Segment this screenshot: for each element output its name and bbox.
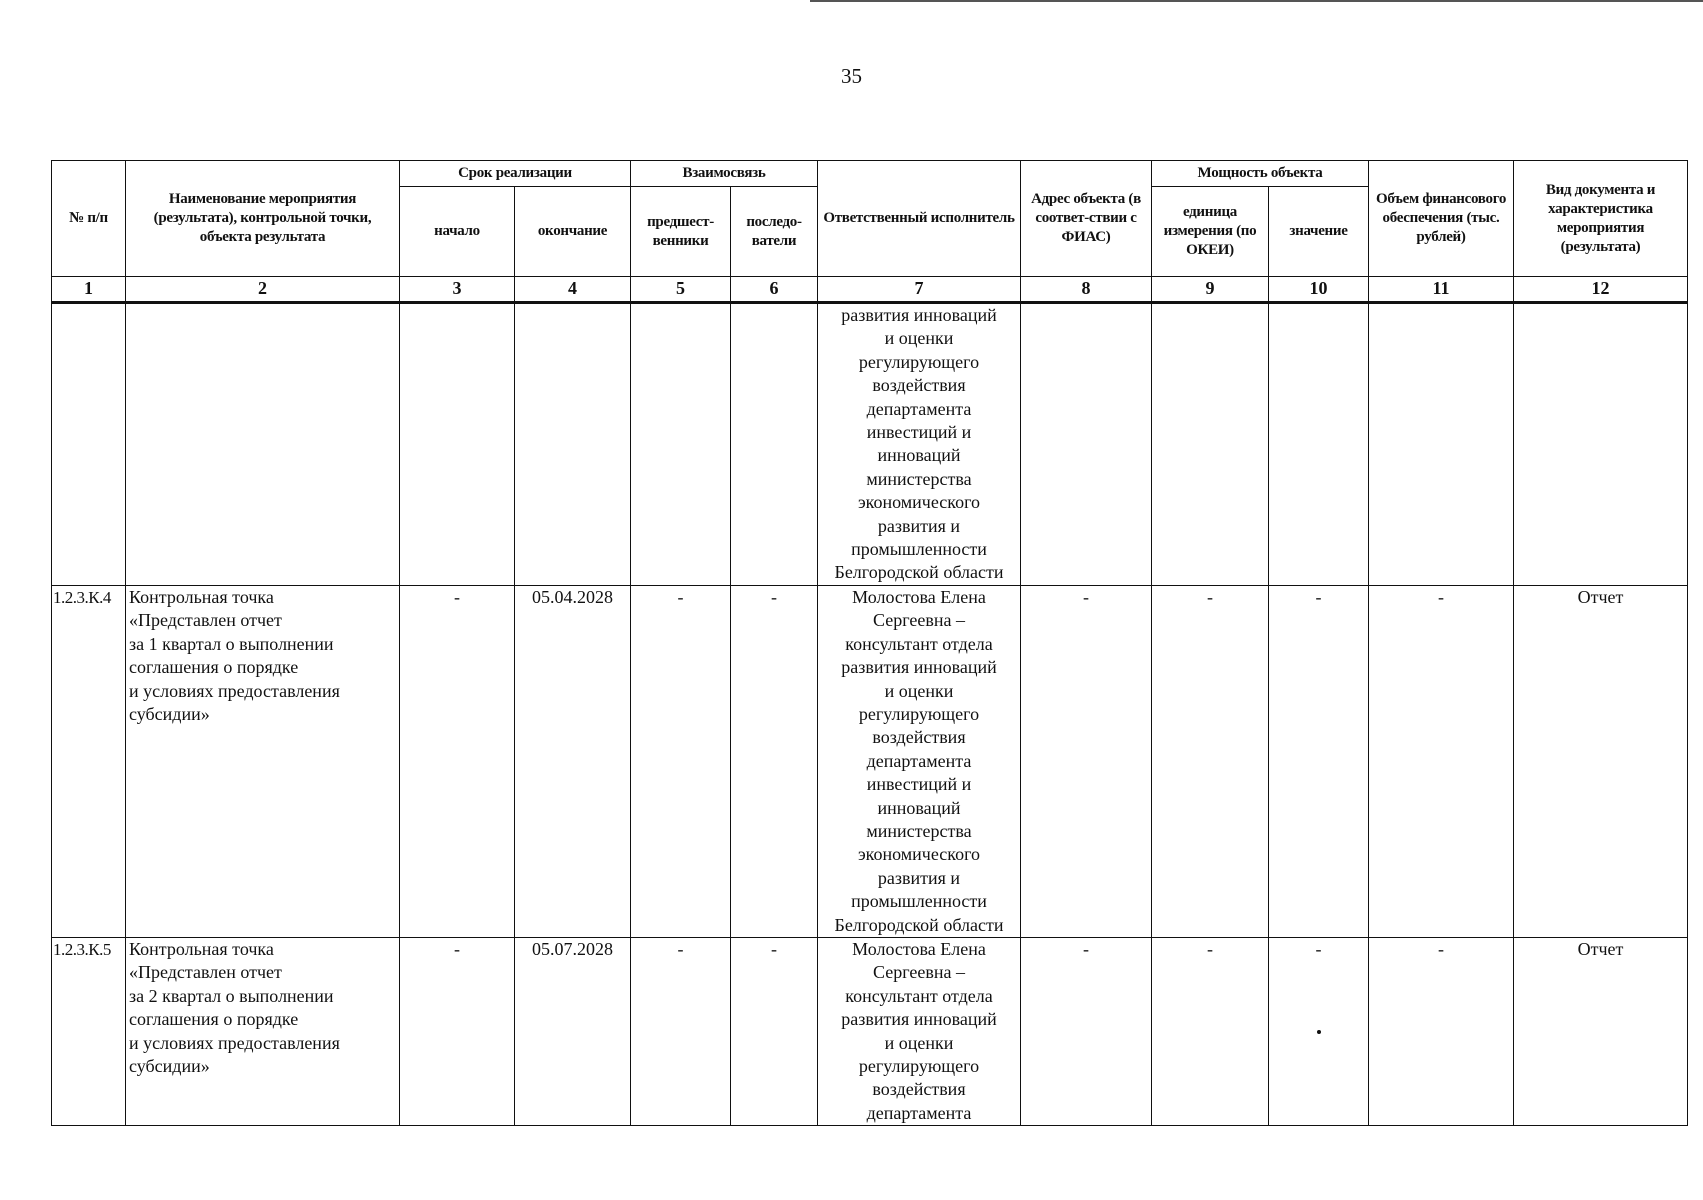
row-value xyxy=(1269,937,1369,1125)
column-number: 6 xyxy=(731,277,818,303)
header-start: начало xyxy=(400,187,515,277)
row-predecessors xyxy=(631,303,731,586)
header-finance: Объем финансового обеспечения (тыс. рублей) xyxy=(1369,161,1514,277)
column-number: 10 xyxy=(1269,277,1369,303)
row-end xyxy=(515,303,631,586)
table-row xyxy=(52,585,1688,937)
row-address: - xyxy=(1021,585,1152,937)
row-value xyxy=(1269,303,1369,586)
header-value: значение xyxy=(1269,187,1369,277)
column-number: 12 xyxy=(1514,277,1688,303)
header-address: Адрес объекта (в соответ-ствии с ФИАС) xyxy=(1021,161,1152,277)
row-id: 1.2.3.К.4 xyxy=(52,585,126,937)
column-number: 9 xyxy=(1152,277,1269,303)
row-address xyxy=(1021,303,1152,586)
column-number: 4 xyxy=(515,277,631,303)
row-successors xyxy=(731,303,818,586)
column-number: 2 xyxy=(126,277,400,303)
row-unit xyxy=(1152,303,1269,586)
row-finance: - xyxy=(1369,937,1514,1125)
column-number: 3 xyxy=(400,277,515,303)
row-end: 05.07.2028 xyxy=(515,937,631,1125)
activities-table xyxy=(51,160,1688,1126)
row-id xyxy=(52,303,126,586)
row-document: Отчет xyxy=(1514,585,1688,937)
row-predecessors: - xyxy=(631,937,731,1125)
row-unit: - xyxy=(1152,937,1269,1125)
header-number: № п/п xyxy=(52,161,126,277)
row-name: Контрольная точка «Представлен отчет за 2 квартал о выполнении соглашения о порядке и условиях предоставления субсидии» xyxy=(126,937,400,1125)
row-unit: - xyxy=(1152,585,1269,937)
column-number: 11 xyxy=(1369,277,1514,303)
row-executor: развития инноваций и оценки регулирующего воздействия департамента инвестиций и инноваций министерства экономического развития и промышленности Белгородской области xyxy=(818,303,1021,586)
row-executor: Молостова Елена Сергеевна – консультант отдела развития инноваций и оценки регулирующего воздействия департамента инвестиций и инноваций министерства экономического развития и промышленности Белгородской области xyxy=(818,585,1021,937)
row-address: - xyxy=(1021,937,1152,1125)
header-link-group: Взаимосвязь xyxy=(631,161,818,187)
row-start xyxy=(400,303,515,586)
row-predecessors: - xyxy=(631,585,731,937)
header-term-group: Срок реализации xyxy=(400,161,631,187)
row-start: - xyxy=(400,585,515,937)
header-executor: Ответственный исполнитель xyxy=(818,161,1021,277)
row-end: 05.04.2028 xyxy=(515,585,631,937)
row-value: - xyxy=(1269,585,1369,937)
column-number: 5 xyxy=(631,277,731,303)
row-finance xyxy=(1369,303,1514,586)
column-number: 8 xyxy=(1021,277,1152,303)
header-name: Наименование мероприятия (результата), контрольной точки, объекта результата xyxy=(126,161,400,277)
row-successors: - xyxy=(731,585,818,937)
row-executor: Молостова Елена Сергеевна – консультант отдела развития инноваций и оценки регулирующего воздействия департамента xyxy=(818,937,1021,1125)
header-unit: единица измерения (по ОКЕИ) xyxy=(1152,187,1269,277)
page-number: 35 xyxy=(841,64,862,88)
row-finance: - xyxy=(1369,585,1514,937)
column-number-row xyxy=(52,277,1688,303)
table-row xyxy=(52,937,1688,1125)
row-id: 1.2.3.К.5 xyxy=(52,937,126,1125)
column-number: 7 xyxy=(818,277,1021,303)
header-document: Вид документа и характеристика мероприятия (результата) xyxy=(1514,161,1688,277)
header-capacity-group: Мощность объекта xyxy=(1152,161,1369,187)
row-successors: - xyxy=(731,937,818,1125)
row-document xyxy=(1514,303,1688,586)
table-row xyxy=(52,303,1688,586)
row-name xyxy=(126,303,400,586)
header-successors: последо-ватели xyxy=(731,187,818,277)
row-start: - xyxy=(400,937,515,1125)
header-end: окончание xyxy=(515,187,631,277)
column-number: 1 xyxy=(52,277,126,303)
row-document: Отчет xyxy=(1514,937,1688,1125)
scan-dot-mark xyxy=(1317,1030,1321,1034)
header-predecessors: предшест-венники xyxy=(631,187,731,277)
row-name: Контрольная точка «Представлен отчет за 1 квартал о выполнении соглашения о порядке и условиях предоставления субсидии» xyxy=(126,585,400,937)
row-value-text: - xyxy=(1315,938,1322,959)
top-rule xyxy=(810,0,1703,2)
